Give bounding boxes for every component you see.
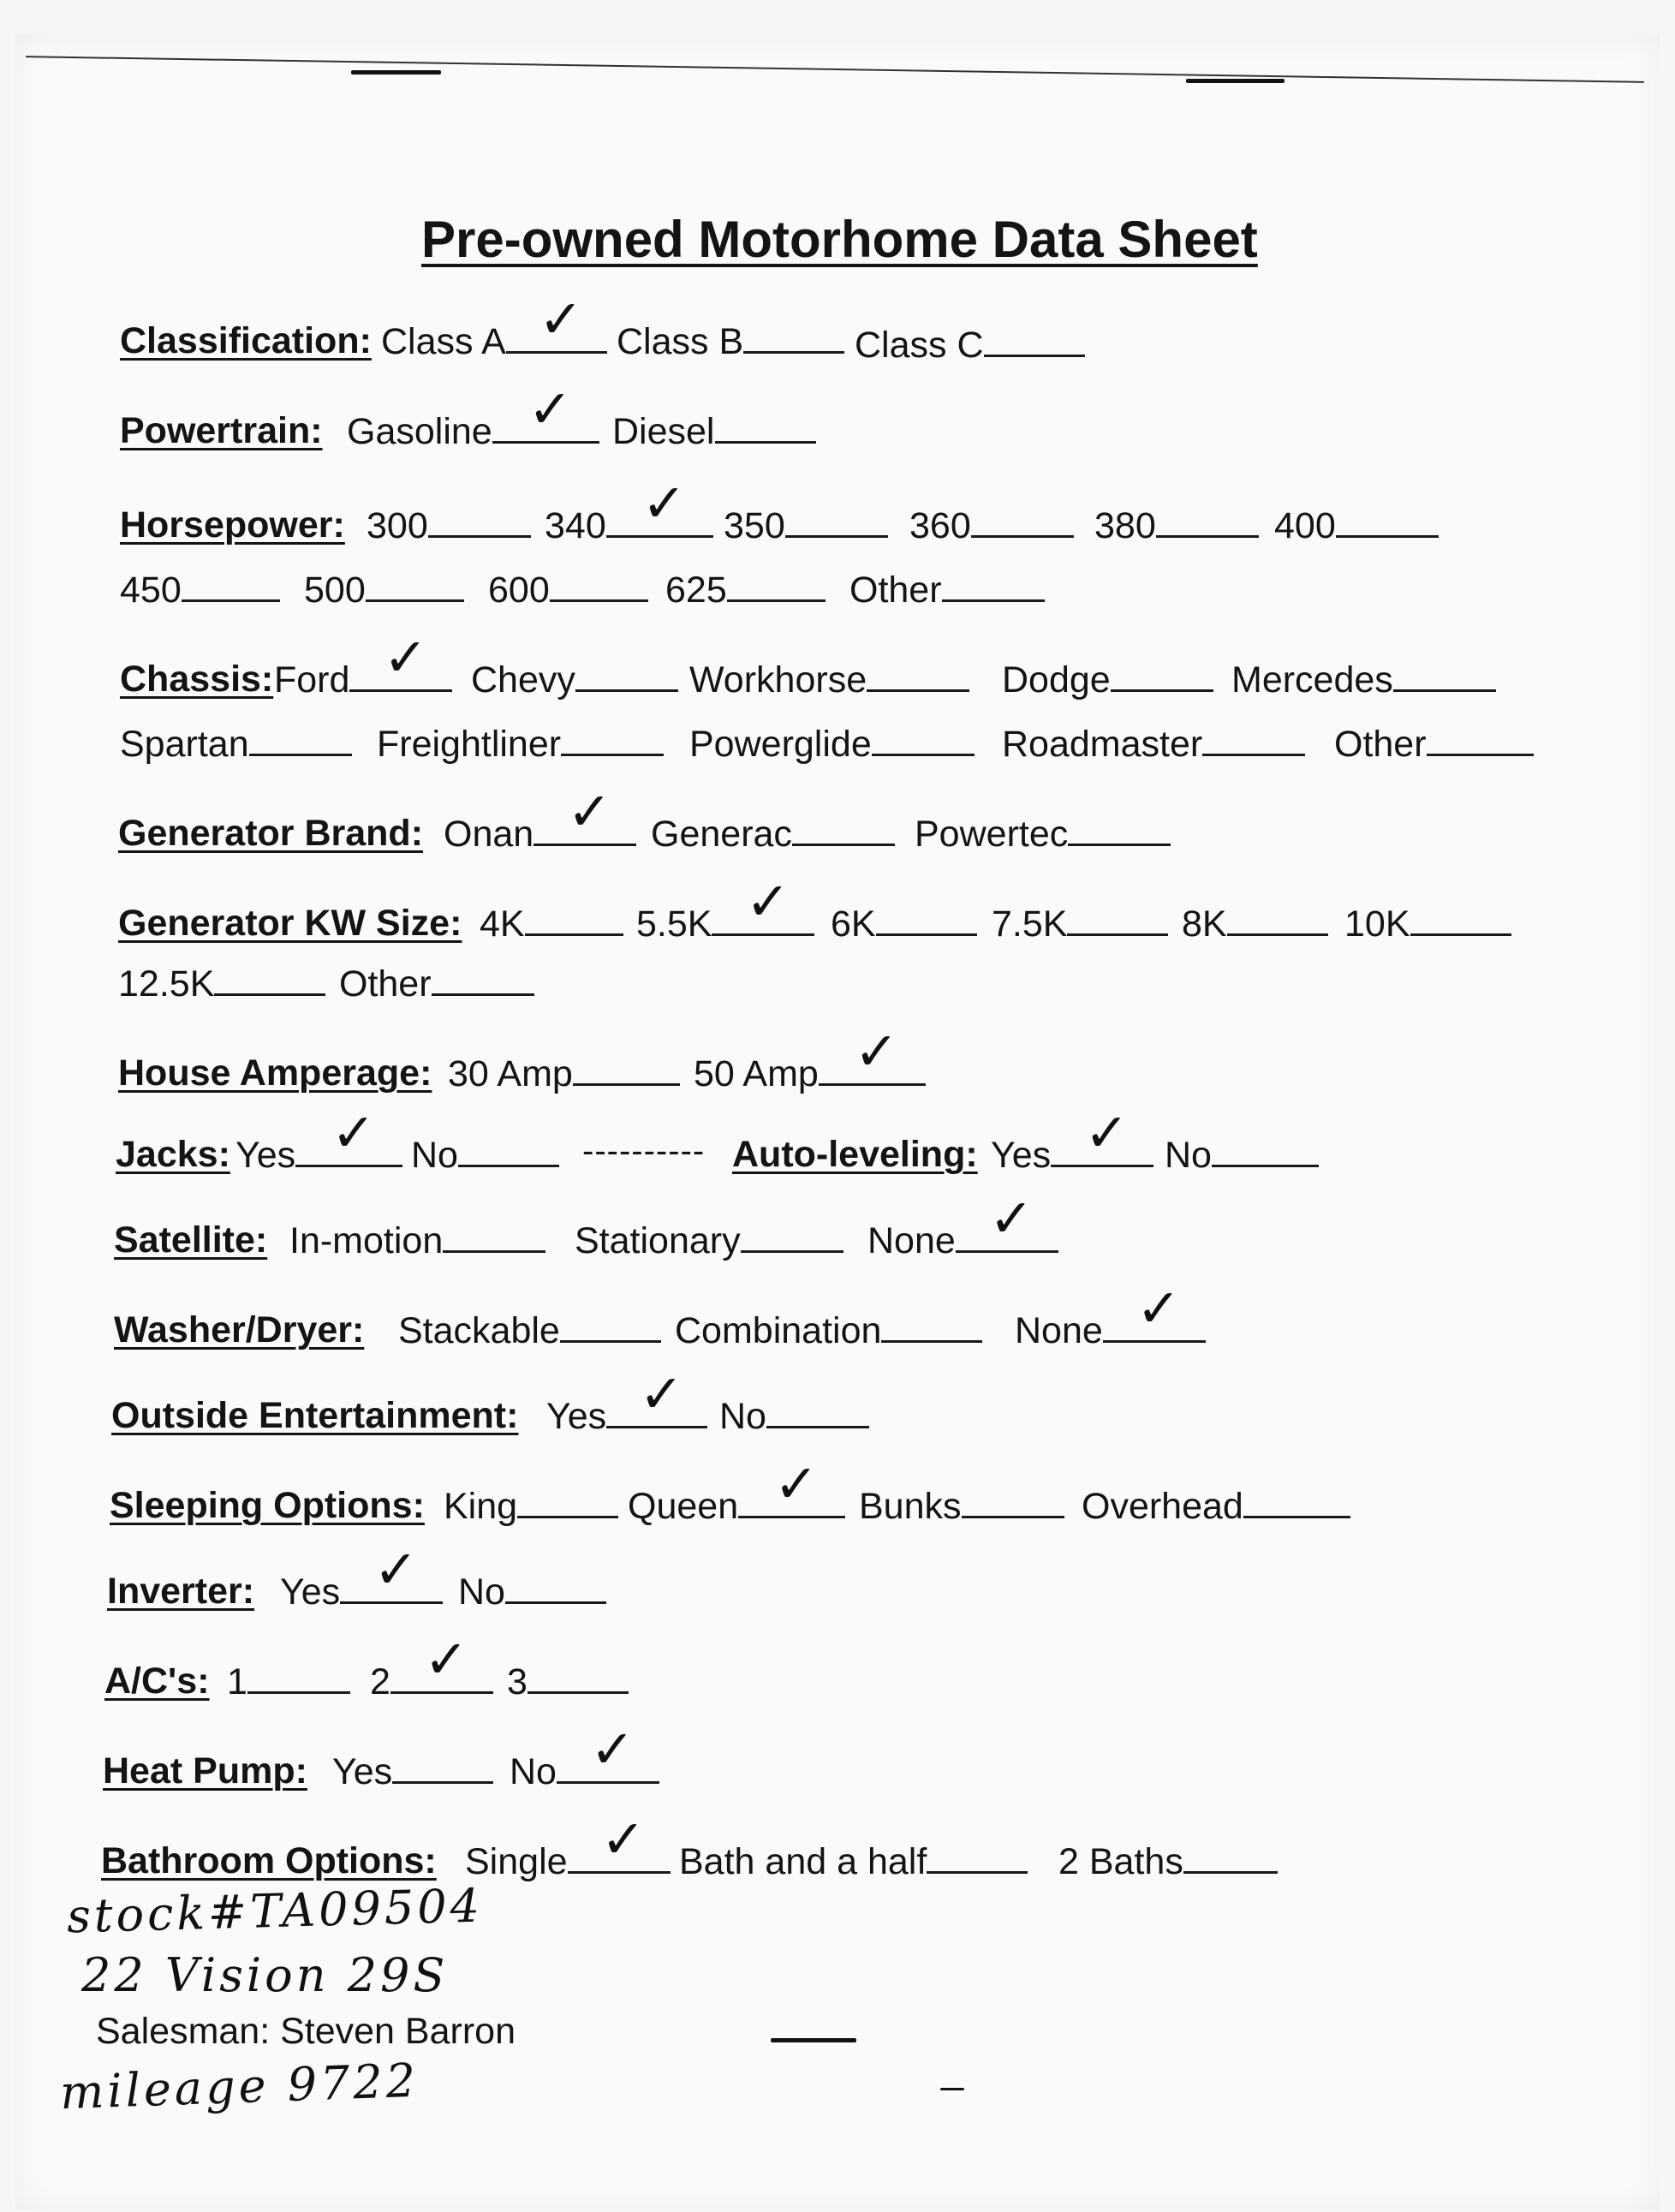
option-text: 2 (370, 1661, 390, 1702)
option-heat-pump-no[interactable] (510, 1718, 659, 1796)
option-workhorse[interactable] (689, 655, 969, 704)
option-text: 50 Amp (694, 1053, 819, 1094)
option-text: 450 (120, 569, 182, 611)
option-text: Other (849, 569, 942, 611)
bottom-dash-small (940, 2088, 964, 2090)
blank-line (214, 959, 325, 996)
option-hp-360[interactable] (909, 501, 1074, 550)
option-bath-single[interactable] (465, 1808, 671, 1886)
blank-line (606, 1362, 707, 1428)
option-satellite-none[interactable] (867, 1187, 1058, 1265)
label-outside-entertainment: Outside Entertainment: (111, 1395, 519, 1436)
blank-line (247, 1657, 350, 1694)
blank-line (1202, 719, 1305, 756)
option-in-motion[interactable] (289, 1216, 545, 1265)
blank-line (1067, 899, 1168, 936)
blank-line (392, 1747, 493, 1784)
option-combination[interactable] (675, 1306, 982, 1355)
option-hp-450[interactable] (120, 565, 280, 614)
blank-line (249, 719, 352, 756)
row-horsepower (120, 472, 1336, 549)
blank-line (1243, 1482, 1350, 1518)
row-classification (120, 288, 984, 366)
blank-line (533, 780, 636, 846)
option-autolevel-yes[interactable] (991, 1101, 1153, 1179)
blank-line (432, 959, 534, 996)
blank-line (1336, 501, 1439, 538)
blank-line (712, 870, 814, 936)
option-text: 6K (831, 903, 876, 945)
blank-line (560, 1306, 661, 1343)
option-dodge[interactable] (1002, 655, 1213, 704)
option-text: No (510, 1751, 557, 1792)
option-text: Yes (991, 1135, 1052, 1176)
blank-line (505, 1567, 606, 1604)
option-entertainment-yes[interactable] (546, 1362, 707, 1440)
option-text: No (719, 1396, 766, 1437)
option-kw-7-5k[interactable] (992, 899, 1168, 948)
option-text: 3 (507, 1661, 528, 1702)
blank-line (561, 719, 664, 756)
blank-line (1111, 655, 1213, 692)
blank-line (568, 1808, 671, 1874)
blank-line (525, 899, 623, 936)
option-text: No (458, 1571, 505, 1613)
option-ac-1[interactable] (227, 1657, 350, 1706)
option-text: 7.5K (992, 903, 1068, 945)
blank-line (1103, 1277, 1206, 1343)
blank-line (956, 1187, 1058, 1253)
option-text: King (444, 1486, 518, 1527)
top-dash-right (1186, 79, 1285, 83)
blank-line (506, 288, 607, 354)
blank-line (492, 378, 599, 444)
label-sleeping-options: Sleeping Options: (110, 1485, 425, 1526)
blank-line (785, 501, 888, 538)
blank-line (182, 565, 280, 602)
option-text: 1 (227, 1661, 247, 1702)
option-kw-other[interactable] (339, 959, 534, 1008)
label-generator-brand: Generator Brand: (118, 813, 424, 854)
option-text: 600 (488, 569, 550, 611)
top-dash-left (351, 70, 441, 75)
option-hp-500[interactable] (304, 565, 464, 614)
blank-line (557, 1718, 659, 1784)
blank-line (819, 1020, 926, 1086)
blank-line (1156, 501, 1259, 538)
check-mark-icon: ✓ (331, 1101, 376, 1164)
blank-line (390, 1628, 493, 1694)
option-two-baths[interactable] (1058, 1837, 1278, 1886)
option-bunks[interactable] (859, 1482, 1064, 1530)
option-powerglide[interactable] (689, 719, 975, 768)
option-text: 2 Baths (1058, 1841, 1183, 1882)
label-inverter: Inverter: (107, 1571, 255, 1612)
option-text: Other (1334, 724, 1427, 765)
option-kw-12-5k[interactable] (118, 959, 325, 1008)
option-text: In-motion (289, 1220, 444, 1261)
check-mark-icon: ✓ (1136, 1277, 1181, 1339)
option-text: 360 (909, 505, 971, 546)
row-generator-kw (118, 870, 1410, 947)
check-mark-icon: ✓ (600, 1808, 646, 1870)
option-text: Roadmaster (1002, 724, 1203, 765)
blank-line (295, 1101, 402, 1167)
option-inverter-yes[interactable] (280, 1538, 443, 1616)
option-text: Generac (651, 814, 792, 855)
blank-line (1227, 899, 1328, 936)
blank-line (349, 626, 452, 692)
blank-line (1410, 899, 1511, 936)
blank-line (1212, 1130, 1319, 1167)
blank-line (1183, 1837, 1278, 1874)
option-text: No (411, 1135, 458, 1176)
check-mark-icon: ✓ (641, 472, 687, 534)
option-stackable[interactable] (398, 1306, 661, 1355)
option-autolevel-no[interactable] (1165, 1130, 1319, 1179)
option-text: None (1015, 1310, 1103, 1351)
option-hp-other[interactable] (849, 565, 1045, 614)
row-satellite (114, 1187, 1034, 1264)
blank-line (876, 899, 977, 936)
option-text: Bunks (859, 1486, 962, 1527)
blank-line (942, 565, 1045, 602)
option-freightliner[interactable] (377, 719, 664, 768)
handwritten-mileage: mileage 9722 (59, 2053, 420, 2120)
row-powertrain (120, 378, 715, 455)
option-generac[interactable] (651, 809, 895, 858)
option-text: Yes (235, 1135, 296, 1176)
option-hp-600[interactable] (488, 565, 648, 614)
option-text: 500 (304, 569, 366, 611)
separator-dashes: ---------- (582, 1132, 706, 1170)
option-class-b[interactable] (617, 317, 844, 366)
option-text: 12.5K (118, 963, 215, 1005)
option-diesel[interactable] (612, 407, 816, 456)
label-washer-dryer: Washer/Dryer: (114, 1309, 365, 1350)
blank-line (1068, 809, 1171, 846)
option-gasoline[interactable] (347, 378, 599, 456)
option-kw-4k[interactable] (480, 899, 623, 948)
blank-line (458, 1130, 559, 1167)
page-title: Pre-owned Motorhome Data Sheet (421, 211, 1258, 268)
option-heat-pump-yes[interactable] (332, 1747, 493, 1796)
option-mercedes[interactable] (1231, 655, 1496, 704)
option-text: 350 (724, 505, 785, 546)
blank-line (573, 1049, 680, 1086)
blank-line (528, 1657, 629, 1694)
option-kw-6k[interactable] (831, 899, 977, 948)
label-satellite: Satellite: (114, 1219, 268, 1261)
label-chassis: Chassis: (120, 659, 274, 700)
label-bathroom-options: Bathroom Options: (101, 1840, 437, 1881)
option-hp-340[interactable] (545, 472, 713, 550)
blank-line (550, 565, 648, 602)
option-chevy[interactable] (471, 655, 678, 704)
blank-line (867, 655, 969, 692)
option-jacks-yes[interactable] (235, 1101, 402, 1179)
option-text: Gasoline (347, 411, 492, 452)
check-mark-icon: ✓ (854, 1020, 899, 1082)
label-heat-pump: Heat Pump: (103, 1750, 307, 1792)
option-text: Overhead (1082, 1486, 1243, 1527)
option-text: Spartan (120, 724, 249, 765)
option-text: Freightliner (377, 724, 562, 765)
option-washer-none[interactable] (1015, 1277, 1206, 1355)
option-chassis-other[interactable] (1334, 719, 1534, 768)
row-ac (104, 1628, 528, 1705)
blank-line (971, 501, 1074, 538)
option-text: 30 Amp (448, 1053, 573, 1094)
option-30-amp[interactable] (448, 1049, 680, 1098)
option-class-a[interactable] (381, 288, 607, 366)
option-entertainment-no[interactable] (719, 1392, 869, 1440)
option-bath-and-a-half[interactable] (679, 1837, 1028, 1886)
option-hp-400[interactable] (1274, 501, 1439, 550)
option-ac-2[interactable] (370, 1628, 493, 1706)
option-text: Yes (546, 1396, 607, 1437)
option-text: No (1165, 1135, 1212, 1176)
salesman-line: Salesman: Steven Barron (96, 2011, 516, 2052)
check-mark-icon: ✓ (639, 1362, 684, 1425)
option-text: Chevy (471, 659, 575, 701)
blank-line (575, 655, 678, 692)
label-house-amperage: House Amperage: (118, 1052, 432, 1094)
option-onan[interactable] (444, 780, 636, 858)
option-jacks-no[interactable] (411, 1130, 559, 1179)
row-jacks (116, 1101, 1212, 1178)
check-mark-icon: ✓ (528, 378, 573, 440)
label-generator-kw: Generator KW Size: (118, 903, 462, 944)
blank-line (428, 501, 531, 538)
option-text: 340 (545, 505, 606, 546)
option-overhead[interactable] (1082, 1482, 1350, 1530)
option-hp-350[interactable] (724, 501, 888, 550)
blank-line (738, 1452, 845, 1518)
blank-line (727, 565, 826, 602)
blank-line (743, 317, 844, 354)
option-text: 380 (1094, 505, 1156, 546)
check-mark-icon: ✓ (424, 1628, 469, 1690)
option-queen[interactable] (628, 1452, 845, 1530)
option-text: Dodge (1002, 659, 1111, 701)
option-text: Diesel (612, 411, 715, 452)
blank-line (606, 472, 713, 538)
option-text: Onan (444, 814, 534, 855)
option-50-amp[interactable] (694, 1020, 926, 1098)
row-inverter (107, 1538, 505, 1615)
option-text: Powerglide (689, 724, 872, 765)
option-text: Class A (381, 321, 506, 362)
blank-line (443, 1216, 545, 1253)
check-mark-icon: ✓ (773, 1452, 819, 1515)
option-text: 4K (480, 903, 525, 945)
row-chassis (120, 626, 1393, 703)
option-hp-625[interactable] (665, 565, 826, 614)
option-ac-3[interactable] (507, 1657, 629, 1706)
option-text: Combination (675, 1310, 882, 1351)
handwritten-stock-number: stock#TA09504 (66, 1878, 484, 1944)
check-mark-icon: ✓ (567, 780, 612, 843)
row-bathroom-options (101, 1808, 1183, 1885)
option-text: 400 (1274, 505, 1336, 546)
option-text: None (867, 1220, 956, 1261)
handwritten-model: 22 Vision 29S (81, 1948, 449, 2002)
option-text: Mercedes (1231, 659, 1393, 701)
option-roadmaster[interactable] (1002, 719, 1305, 768)
blank-line (517, 1482, 618, 1518)
option-text: 625 (665, 569, 727, 611)
option-hp-380[interactable] (1094, 501, 1259, 550)
row-heat-pump (103, 1718, 635, 1795)
label-jacks: Jacks: (116, 1134, 230, 1175)
option-kw-8k[interactable] (1182, 899, 1328, 948)
option-text: Powertec (915, 814, 1069, 855)
option-text: Class B (617, 321, 744, 362)
check-mark-icon: ✓ (383, 626, 428, 689)
blank-line (340, 1538, 443, 1604)
option-text: Class C (855, 325, 984, 366)
option-king[interactable] (444, 1482, 618, 1530)
row-outside-entertainment (111, 1362, 766, 1440)
blank-line (792, 809, 895, 846)
option-kw-5-5k[interactable] (636, 870, 814, 948)
option-class-c[interactable] (855, 320, 1085, 369)
label-horsepower: Horsepower: (120, 504, 345, 546)
row-washer-dryer (114, 1277, 1181, 1354)
option-hp-300[interactable] (367, 501, 531, 550)
option-powertec[interactable] (915, 809, 1171, 858)
check-mark-icon: ✓ (373, 1538, 419, 1601)
option-text: Single (465, 1841, 568, 1882)
option-text: 300 (367, 505, 428, 546)
option-text: 10K (1344, 903, 1410, 945)
bottom-dash (771, 2038, 856, 2042)
label-ac: A/C's: (104, 1660, 210, 1702)
blank-line (715, 407, 816, 444)
option-text: Workhorse (689, 659, 867, 701)
blank-line (927, 1837, 1028, 1874)
blank-line (741, 1216, 843, 1253)
option-text: Yes (332, 1751, 393, 1792)
blank-line (881, 1306, 982, 1343)
blank-line (1393, 655, 1496, 692)
option-stationary[interactable] (575, 1216, 843, 1265)
option-kw-10k[interactable] (1344, 899, 1511, 948)
check-mark-icon: ✓ (590, 1718, 635, 1780)
option-spartan[interactable] (120, 719, 352, 768)
row-sleeping-options (110, 1452, 1243, 1529)
blank-line (366, 565, 464, 602)
blank-line (872, 719, 975, 756)
option-text: 8K (1182, 903, 1227, 945)
blank-line (984, 320, 1085, 357)
option-inverter-no[interactable] (458, 1567, 606, 1616)
row-house-amperage (118, 1020, 899, 1097)
blank-line (766, 1392, 869, 1428)
label-powertrain: Powertrain: (120, 410, 323, 451)
blank-line (1051, 1101, 1153, 1167)
option-text: 5.5K (636, 903, 712, 945)
check-mark-icon: ✓ (1084, 1101, 1130, 1164)
option-text: Yes (280, 1571, 341, 1613)
check-mark-icon: ✓ (745, 870, 790, 933)
option-text: Other (339, 963, 432, 1005)
option-text: Ford (274, 659, 350, 701)
option-ford[interactable] (274, 626, 452, 704)
label-classification: Classification: (120, 320, 372, 361)
label-auto-leveling: Auto-leveling: (732, 1134, 978, 1175)
row-generator-brand (118, 780, 1069, 857)
option-text: Stationary (575, 1220, 741, 1261)
blank-line (962, 1482, 1064, 1518)
check-mark-icon: ✓ (539, 288, 583, 350)
option-text: Bath and a half (679, 1841, 927, 1882)
check-mark-icon: ✓ (989, 1187, 1034, 1249)
option-text: Stackable (398, 1310, 560, 1351)
blank-line (1427, 719, 1534, 756)
option-text: Queen (628, 1486, 739, 1527)
